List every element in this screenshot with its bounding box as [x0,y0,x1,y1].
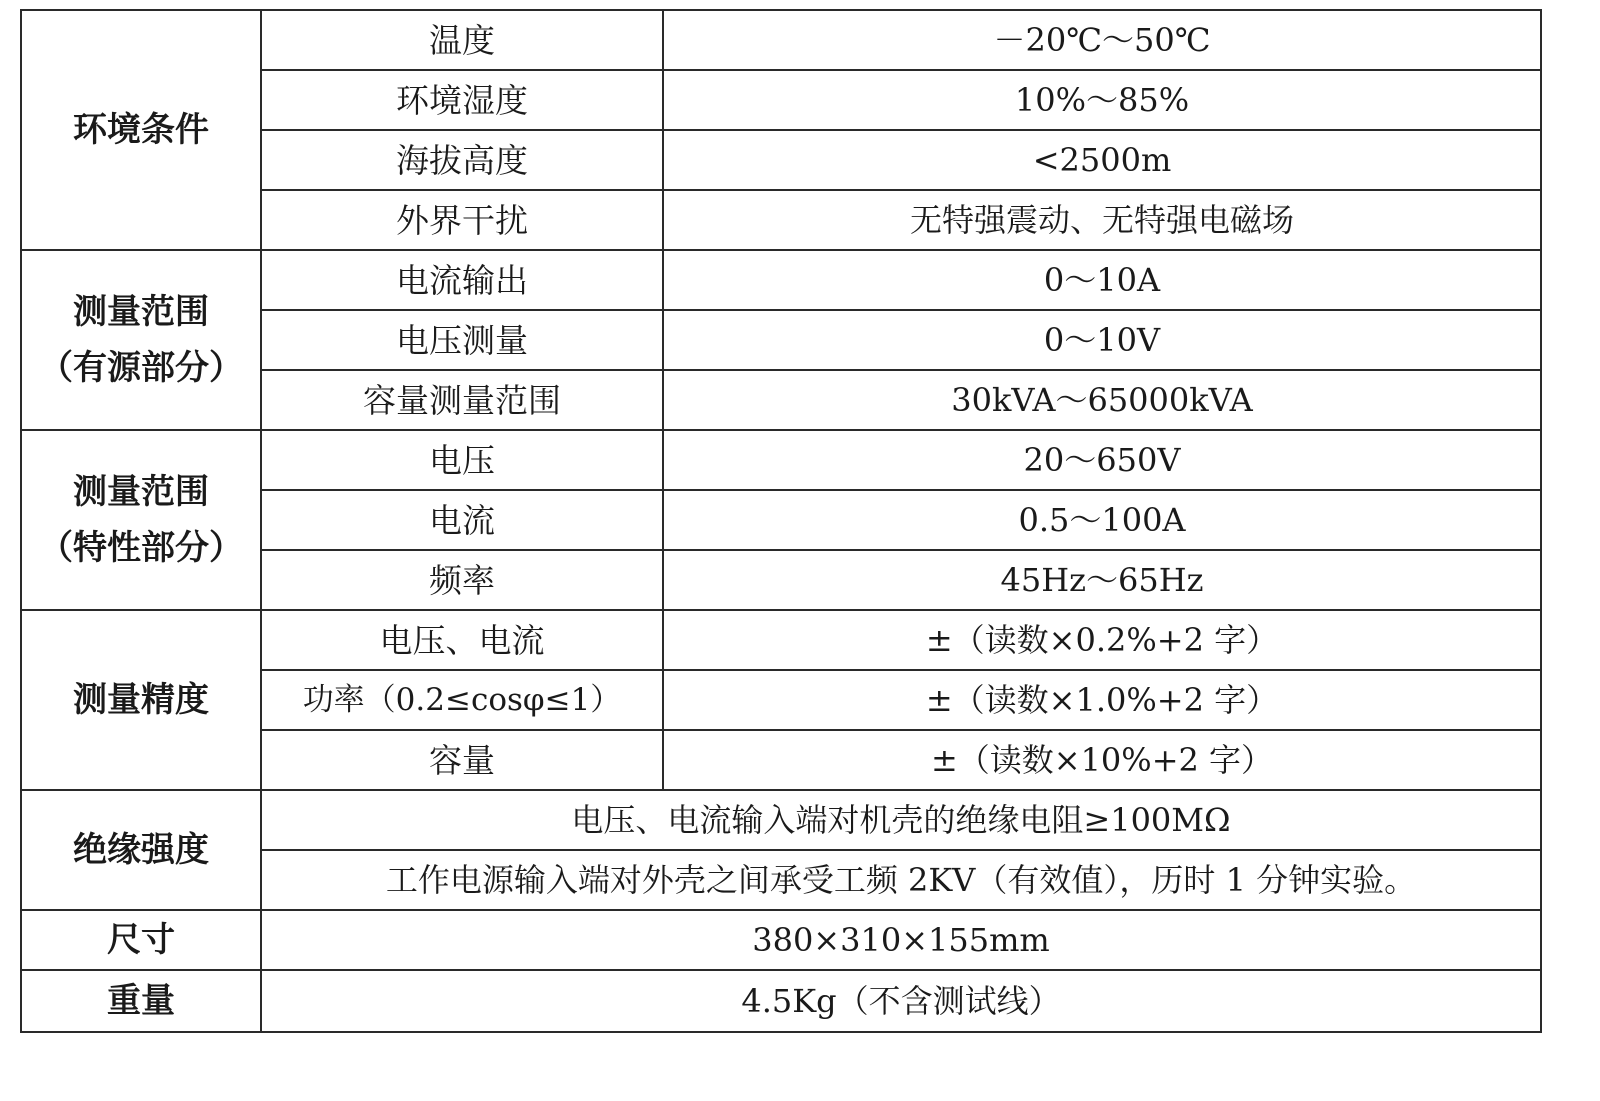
item-cell: 电流输出 [261,250,663,310]
item-cell: 功率（0.2≤cosφ≤1） [261,670,663,730]
value-cell: ±（读数×10%+2 字） [663,730,1541,790]
value-cell: －20℃～50℃ [663,10,1541,70]
category-cell [21,910,261,970]
value-cell: 0～10A [663,250,1541,310]
item-cell: 外界干扰 [261,190,663,250]
value-cell: ±（读数×1.0%+2 字） [663,670,1541,730]
category-sublabel: （特性部分） [39,528,243,568]
value-cell: <2500m [663,130,1541,190]
category-cell [21,790,261,910]
value-cell: 30kVA～65000kVA [663,370,1541,430]
category-label: 测量范围 [73,291,209,332]
category-cell [21,610,261,790]
value-cell: 电压、电流输入端对机壳的绝缘电阻≥100MΩ [261,790,1541,850]
category-cell [21,430,261,610]
category-label: 尺寸 [107,919,175,960]
item-cell: 电压测量 [261,310,663,370]
item-cell: 频率 [261,550,663,610]
value-cell: 10%～85% [663,70,1541,130]
value-cell: 45Hz～65Hz [663,550,1541,610]
category-label: 测量范围 [73,471,209,512]
table-row [21,790,1541,850]
category-sublabel: （有源部分） [39,348,243,388]
spec-table [20,9,1542,1033]
category-cell [21,10,261,250]
category-label: 测量精度 [73,679,209,720]
table-row [21,430,1541,490]
table-row [21,10,1541,70]
item-cell: 电流 [261,490,663,550]
category-label: 环境条件 [73,109,209,150]
table-row [21,970,1541,1032]
value-cell: 20～650V [663,430,1541,490]
item-cell: 容量 [261,730,663,790]
category-cell [21,970,261,1032]
value-cell: 0～10V [663,310,1541,370]
item-cell: 环境湿度 [261,70,663,130]
item-cell: 温度 [261,10,663,70]
category-cell [21,250,261,430]
value-cell: 工作电源输入端对外壳之间承受工频 2KV（有效值），历时 1 分钟实验。 [261,850,1541,910]
category-label: 重量 [107,980,175,1021]
table-row [21,250,1541,310]
table-row [21,610,1541,670]
item-cell: 海拔高度 [261,130,663,190]
category-label: 绝缘强度 [73,829,209,870]
table-row [21,910,1541,970]
value-cell: ±（读数×0.2%+2 字） [663,610,1541,670]
value-cell: 无特强震动、无特强电磁场 [663,190,1541,250]
value-cell: 4.5Kg（不含测试线） [261,970,1541,1032]
value-cell: 0.5～100A [663,490,1541,550]
item-cell: 容量测量范围 [261,370,663,430]
value-cell: 380×310×155mm [261,910,1541,970]
item-cell: 电压、电流 [261,610,663,670]
item-cell: 电压 [261,430,663,490]
